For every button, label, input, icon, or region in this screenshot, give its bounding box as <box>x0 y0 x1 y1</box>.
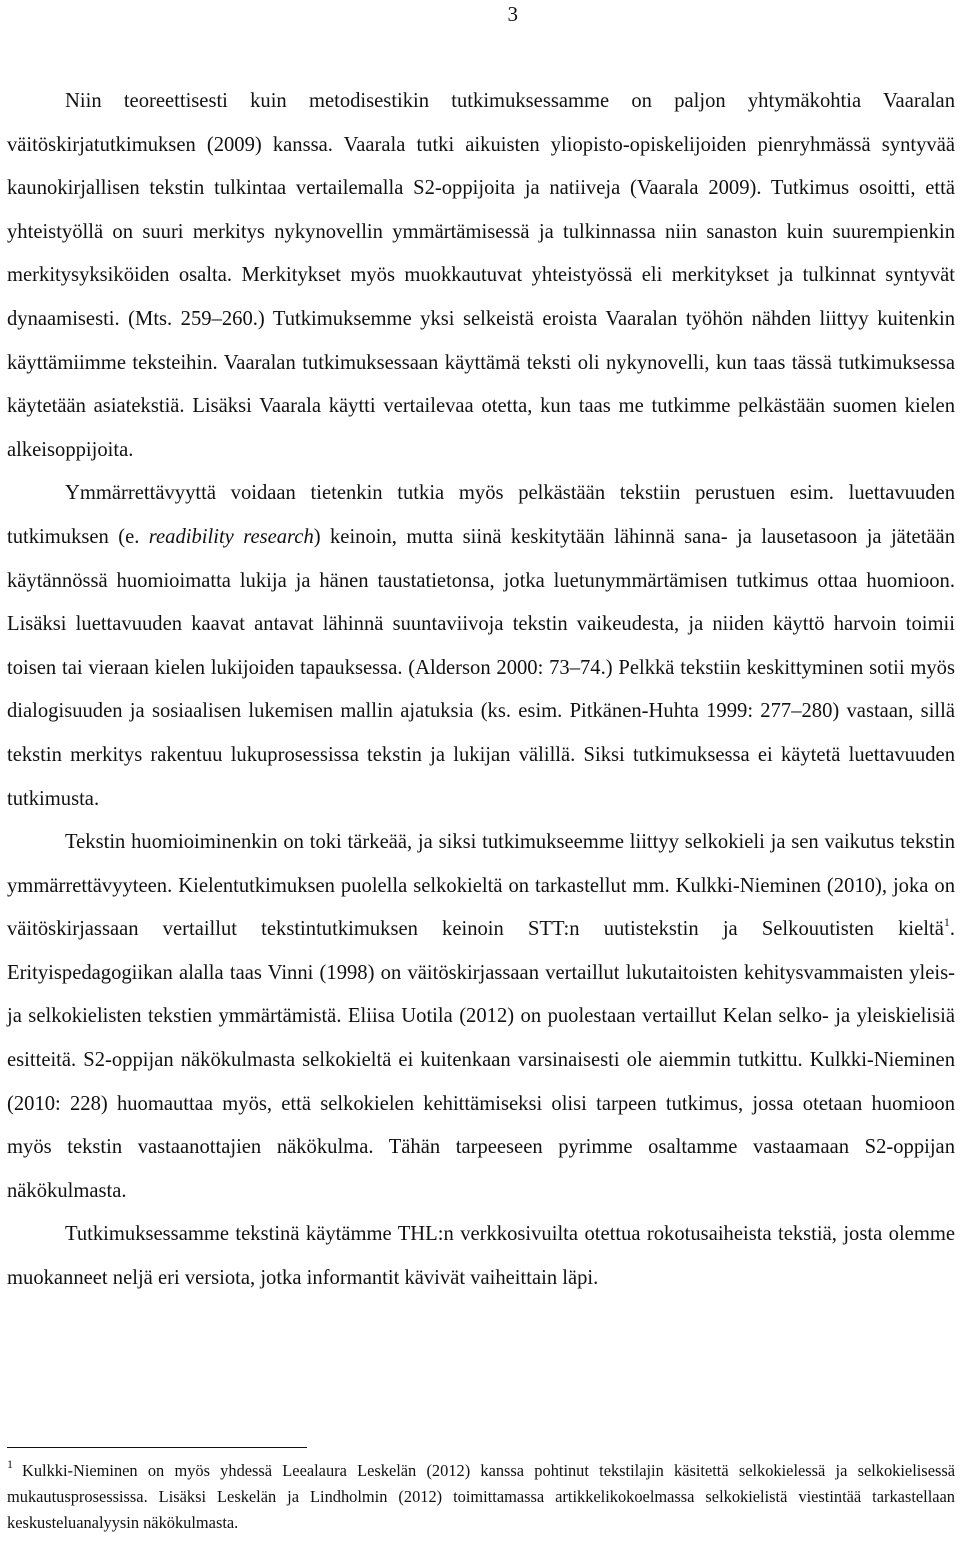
page-number: 3 <box>507 2 518 26</box>
paragraph-3-text-before: Tekstin huomioiminenkin on toki tärkeää, ja siksi tutkimukseemme liittyy selkokieli ja sen vaikutus tekstin ymmärrettävyyteen. Kielentutkimuksen puolella selkokieltä on tarkastellut mm. Kulkki-Nieminen (2010), joka on väitöskirjassaan vertaillut tekstintutkimuksen keinoin STT:n uutistekstin ja Selkouutisten kieltä <box>7 831 955 941</box>
paragraph-4: Tutkimuksessamme tekstinä käytämme THL:n verkkosivuilta otettua rokotusaiheista tekstiä, josta olemme muokanneet neljä eri versiota, jotka informantit kävivät vaiheittain läpi. <box>7 1223 955 1290</box>
emphasis-term: readibility research <box>148 525 314 548</box>
footnote-mark: 1 <box>7 1457 13 1471</box>
paragraph-3-text-after: . Erityispedagogiikan alalla taas Vinni (1998) on väitöskirjassaan vertaillut lukutaitoisten kehitysvammaisten yleis- ja selkokielisten tekstien ymmärtämistä. Eliisa Uotila (2012) on puolestaan vertaillut Kelan selko- ja yleiskielisiä esitteitä. S2-oppijan näkökulmasta selkokieltä ei kuitenkaan varsinaisesti ole aiemmin tutkittu. Kulkki-Nieminen (2010: 228) huomauttaa myös, että selkokielen kehittämiseksi olisi tarpeen tutkimus, jossa otetaan huomioon myös tekstin vastaanottajien näkökulma. Tähän tarpeeseen pyrimme osaltamme vastaamaan S2-oppijan näkökulmasta. <box>7 918 955 1202</box>
footnote-text: Kulkki-Nieminen on myös yhdessä Leealaura Leskelän (2012) kanssa pohtinut tekstilajin käsitettä selkokielessä ja selkokielisessä mukautusprosessissa. Lisäksi Leskelän ja Lindholmin (2012) toimittamassa artikkelikokoelmassa selkokielistä viestintää tarkastellaan keskusteluanalyysin näkökulmasta. <box>7 1461 955 1532</box>
paragraph-1: Niin teoreettisesti kuin metodisestikin tutkimuksessamme on paljon yhtymäkohtia Vaaralan väitöskirjatutkimuksen (2009) kanssa. Vaarala tutki aikuisten yliopisto-opiskelijoiden pienryhmässä syntyvää kaunokirjallisen tekstin tulkintaa vertailemalla S2-oppijoita ja natiiveja (Vaarala 2009). Tutkimus osoitti, että yhteistyöllä on suuri merkitys nykynovellin ymmärtämisessä ja tulkinnassa niin sanaston kuin suurempienkin merkitysyksiköiden osalta. Merkitykset myös muokkautuvat yhteistyössä eli merkitykset ja tulkinnat syntyvät dynaamisesti. (Mts. 259–260.) Tutkimuksemme yksi selkeistä eroista Vaaralan työhön nähden liittyy kuitenkin käyttämiimme teksteihin. Vaaralan tutkimuksessaan käyttämä teksti oli nykynovelli, kun taas tässä tutkimuksessa käytetään asiatekstiä. Lisäksi Vaarala käytti vertailevaa otetta, kun taas me tutkimme pelkästään suomen kielen alkeisoppijoita. <box>7 90 955 461</box>
paragraph-2-text-before: Ymmärrettävyyttä voidaan tietenkin tutkia myös pelkästään tekstiin perustuen esim. luettavuuden tutkimuksen (e. <box>7 482 955 548</box>
footnote-reference[interactable]: 1 <box>943 915 950 930</box>
paragraph-2 <box>7 472 955 821</box>
paragraph-2-text-after: ) keinoin, mutta siinä keskitytään lähinnä sana- ja lausetasoon ja jätetään käytännössä huomioimatta lukija ja hänen taustatietonsa, jotka luetunymmärtämisen tutkimus ottaa huomioon. Lisäksi luettavuuden kaavat antavat lähinnä suuntaviivoja tekstin vaikeudesta, ja niiden käyttö harvoin toimii toisen tai vieraan kielen lukijoiden tapauksessa. (Alderson 2000: 73–74.) Pelkkä tekstiin keskittyminen sotii myös dialogisuuden ja sosiaalisen lukemisen mallin ajatuksia (ks. esim. Pitkänen-Huhta 1999: 277–280) vastaan, sillä tekstin merkitys rakentuu lukuprosessissa tekstin ja lukijan välillä. Siksi tutkimuksessa ei käytetä luettavuuden tutkimusta. <box>7 525 955 810</box>
footnote <box>7 1458 955 1536</box>
paragraph-3 <box>7 821 955 1213</box>
footnote-separator <box>7 1447 307 1448</box>
body-text <box>7 80 955 1301</box>
